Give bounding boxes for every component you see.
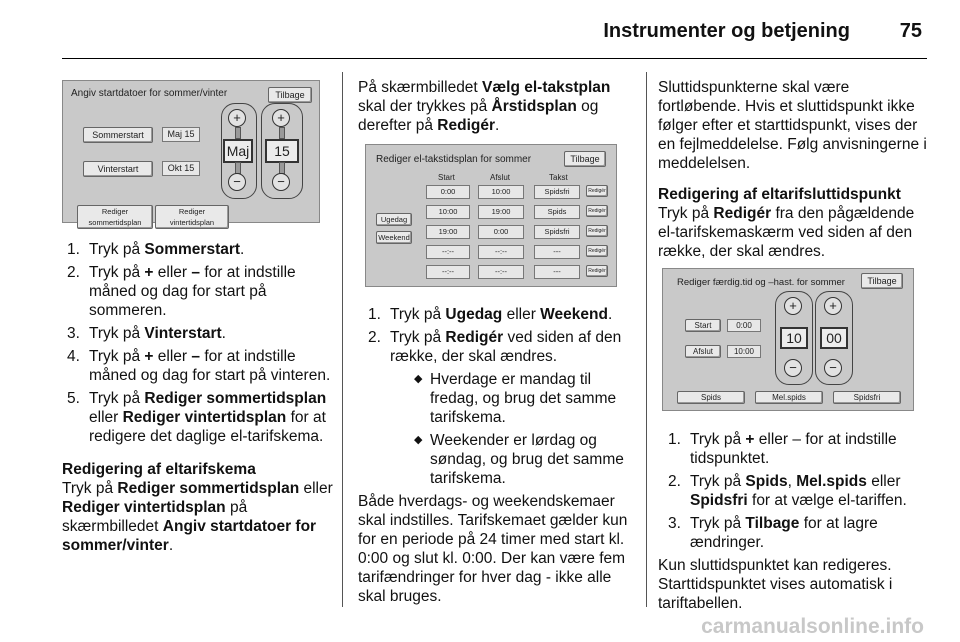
stepper-track [279, 127, 285, 139]
text: , [787, 473, 797, 490]
step-bold: Rediger vintertidsplan [122, 409, 287, 426]
text: skal der trykkes på [358, 98, 492, 115]
edit-row-button[interactable]: Redigér [586, 205, 608, 217]
text: Tryk på [658, 205, 714, 222]
edit-row-button[interactable]: Redigér [586, 265, 608, 277]
list-item [67, 263, 334, 320]
bold-text: Redigér [713, 205, 772, 222]
paragraph: Kun sluttidspunktet kan redigeres. Starttidspunktet vises automatisk i tariftabellen. [658, 557, 893, 612]
step-text: . [221, 325, 226, 342]
step-text: Tryk på [89, 390, 145, 407]
step-number: 2. [67, 264, 80, 281]
bold-text: Vælg el-takstplan [482, 79, 611, 96]
summer-start-value: Maj 15 [162, 127, 200, 142]
plus-icon[interactable]: + [824, 297, 842, 315]
paragraph [62, 479, 334, 555]
text: på skærmbilledet [62, 499, 248, 535]
section-heading: Redigering af eltarifskema [62, 461, 256, 478]
bold-text: Redigér [437, 117, 495, 134]
text: . [607, 306, 613, 323]
edit-row-button[interactable]: Redigér [586, 185, 608, 197]
column-1 [62, 240, 334, 563]
step-text: for at indstille måned og dag for start på vinteren. [89, 348, 331, 384]
steps-list [67, 240, 334, 446]
diamond-bullet-icon: ◆ [414, 373, 423, 385]
bold-text: Rediger sommertidsplan [117, 480, 300, 497]
column-2-lower [358, 305, 630, 614]
paragraph: Både hverdags- og weekendskemaer skal indstilles. Tarifskemaet gælder kun for en periode på 24 timer med start kl. 0:00 og slut kl. 0:00. Der kan være fem tarifændringer for hver dag - ikke alle skal bruges. [358, 493, 628, 605]
text: . [168, 537, 174, 554]
step-number: 3. [668, 515, 681, 532]
step-number: 1. [67, 241, 80, 258]
rate-cell: --- [534, 245, 580, 259]
step-text: Tryk på [89, 348, 145, 365]
bold-text: Tilbage [745, 515, 800, 532]
step-number: 1. [668, 431, 681, 448]
start-value: 0:00 [727, 319, 761, 332]
text: for at lagre ændringer. [690, 515, 878, 551]
step-number: 5. [67, 390, 80, 407]
day-display: 15 [265, 139, 299, 163]
section-heading: Redigering af eltarifsluttidspunkt [658, 186, 901, 203]
edit-summer-schedule-button[interactable]: Rediger sommertidsplan [77, 205, 153, 229]
off-peak-button[interactable]: Spidsfri [833, 391, 901, 404]
step-bold: Rediger sommertidsplan [144, 390, 327, 407]
end-time-cell: 19:00 [478, 205, 524, 219]
text: Tryk på [690, 431, 746, 448]
list-item [668, 472, 930, 510]
table-row [426, 225, 616, 241]
edit-row-button[interactable]: Redigér [586, 245, 608, 257]
summer-start-button[interactable]: Sommerstart [83, 127, 153, 143]
text: Tryk på [690, 473, 746, 490]
rate-cell: Spids [534, 205, 580, 219]
text: eller [299, 480, 333, 497]
back-button[interactable]: Tilbage [564, 151, 606, 167]
minus-icon[interactable]: − [824, 359, 842, 377]
step-text: Tryk på [89, 241, 145, 258]
list-item [67, 240, 334, 259]
minus-icon[interactable]: − [272, 173, 290, 191]
text: Tryk på [690, 515, 746, 532]
winter-start-value: Okt 15 [162, 161, 200, 176]
column-header-rate: Takst [549, 173, 568, 182]
step-text: . [240, 241, 245, 258]
column-3 [658, 78, 928, 269]
step-bold: + [144, 264, 154, 281]
column-header-end: Afslut [490, 173, 511, 182]
step-text: eller [153, 348, 192, 365]
screen-title: Angiv startdatoer for sommer/vinter [71, 88, 228, 99]
step-text: eller [153, 264, 192, 281]
figure-summer-winter-screen [62, 80, 320, 227]
steps-list [368, 305, 630, 488]
bold-text: Redigér [445, 329, 504, 346]
column-divider [342, 72, 343, 607]
bold-text: Ugedag [445, 306, 503, 323]
table-row [426, 265, 616, 281]
step-number: 2. [668, 473, 681, 490]
steps-list [668, 430, 930, 552]
winter-start-button[interactable]: Vinterstart [83, 161, 153, 177]
bullet-text: Weekender er lørdag og søndag, og brug det samme tarifskema. [430, 432, 624, 487]
text: fra den pågældende el-tarifskemaskærm ved siden af den række, der skal ændres. [658, 205, 915, 260]
paragraph [658, 204, 928, 261]
plus-icon[interactable]: + [272, 109, 290, 127]
bullet-item [412, 431, 630, 488]
start-time-cell: 19:00 [426, 225, 470, 239]
step-text: eller [89, 409, 123, 426]
step-text: Tryk på [89, 264, 145, 281]
paragraph: Sluttidspunkterne skal være fortløbende. Hvis et sluttidspunkt ikke følger efter et starttidspunkt, vises der en fejlmeddelelse. Følg anvisningerne i meddelelsen. [658, 79, 927, 172]
table-row [426, 245, 616, 261]
end-time-cell: 0:00 [478, 225, 524, 239]
stepper-track [235, 127, 241, 139]
peak-button[interactable]: Spids [677, 391, 745, 404]
step-number: 1. [368, 306, 381, 323]
minus-icon[interactable]: − [784, 359, 802, 377]
text: Tryk på [62, 480, 118, 497]
rate-cell: Spidsfri [534, 225, 580, 239]
column-header-start: Start [438, 173, 455, 182]
text: Tryk på [390, 329, 446, 346]
page-header [0, 18, 960, 48]
step-bold: – [191, 348, 201, 365]
list-item [67, 389, 334, 446]
list-item [668, 430, 930, 468]
screen-title: Rediger færdig.tid og –hast. for sommer [677, 277, 845, 288]
back-button[interactable]: Tilbage [268, 87, 312, 103]
bold-text: Weekend [540, 306, 608, 323]
text: eller [866, 473, 901, 490]
step-text: for at indstille måned og dag for start på sommeren. [89, 264, 296, 319]
screen-title: Rediger el-takstidsplan for sommer [376, 154, 532, 165]
hour-display: 10 [780, 327, 808, 349]
start-time-cell: 10:00 [426, 205, 470, 219]
step-bold: + [144, 348, 154, 365]
watermark: carmanualsonline.info [701, 615, 924, 638]
start-time-cell: 0:00 [426, 185, 470, 199]
text: eller – for at indstille tidspunktet. [690, 431, 897, 467]
page-number: 75 [899, 20, 922, 42]
minus-icon[interactable]: − [228, 173, 246, 191]
column-divider [646, 72, 647, 607]
plus-icon[interactable]: + [228, 109, 246, 127]
end-time-cell: --:-- [478, 245, 524, 259]
bold-text: Årstidsplan [491, 98, 577, 115]
text: Tryk på [390, 306, 446, 323]
text: for at vælge el-tariffen. [747, 492, 907, 509]
step-bold: – [191, 264, 201, 281]
end-label: Afslut [685, 345, 721, 358]
text: ved siden af den række, der skal ændres. [390, 329, 622, 365]
start-label: Start [685, 319, 721, 332]
bold-text: + [745, 431, 755, 448]
text: . [495, 117, 500, 134]
end-value: 10:00 [727, 345, 761, 358]
back-button[interactable]: Tilbage [861, 273, 903, 289]
step-bold: Vinterstart [144, 325, 222, 342]
table-row [426, 205, 616, 221]
step-bold: Sommerstart [144, 241, 241, 258]
bold-text: Spidsfri [690, 492, 748, 509]
bullet-list [390, 370, 630, 488]
step-text: Tryk på [89, 325, 145, 342]
list-item [67, 324, 334, 343]
end-time-cell: --:-- [478, 265, 524, 279]
minute-display: 00 [820, 327, 848, 349]
edit-row-button[interactable]: Redigér [586, 225, 608, 237]
header-rule [62, 58, 927, 59]
list-item [368, 328, 630, 488]
start-time-cell: --:-- [426, 265, 470, 279]
bold-text: Spids [745, 473, 788, 490]
paragraph [358, 78, 630, 135]
bullet-text: Hverdage er mandag til fredag, og brug det samme tarifskema. [430, 371, 617, 426]
mid-peak-button[interactable]: Mel.spids [755, 391, 823, 404]
text: og derefter på [358, 98, 599, 134]
month-display: Maj [223, 139, 253, 163]
table-row [426, 185, 616, 201]
edit-winter-schedule-button[interactable]: Rediger vintertidsplan [155, 205, 229, 229]
list-item [368, 305, 630, 324]
list-item [668, 514, 930, 552]
text: På skærmbilledet [358, 79, 483, 96]
plus-icon[interactable]: + [784, 297, 802, 315]
end-time-cell: 10:00 [478, 185, 524, 199]
column-3-lower [658, 430, 930, 621]
bold-text: Angiv startdatoer for sommer/vinter [62, 518, 317, 554]
bold-text: Mel.spids [796, 473, 867, 490]
diamond-bullet-icon: ◆ [414, 434, 423, 446]
start-time-cell: --:-- [426, 245, 470, 259]
bold-text: Rediger vintertidsplan [62, 499, 226, 516]
weekend-button[interactable]: Weekend [376, 231, 412, 244]
step-text: for at redigere det daglige el-tarifskema. [89, 409, 326, 445]
rate-cell: --- [534, 265, 580, 279]
list-item [67, 347, 334, 385]
column-2 [358, 78, 630, 143]
page-title: Instrumenter og betjening [603, 20, 850, 42]
step-number: 4. [67, 348, 80, 365]
weekday-button[interactable]: Ugedag [376, 213, 412, 226]
step-number: 3. [67, 325, 80, 342]
text: eller [502, 306, 541, 323]
figure-end-time-screen [662, 268, 914, 411]
rate-cell: Spidsfri [534, 185, 580, 199]
figure-tariff-schedule-screen [365, 144, 617, 287]
step-number: 2. [368, 329, 381, 346]
bullet-item [412, 370, 630, 427]
